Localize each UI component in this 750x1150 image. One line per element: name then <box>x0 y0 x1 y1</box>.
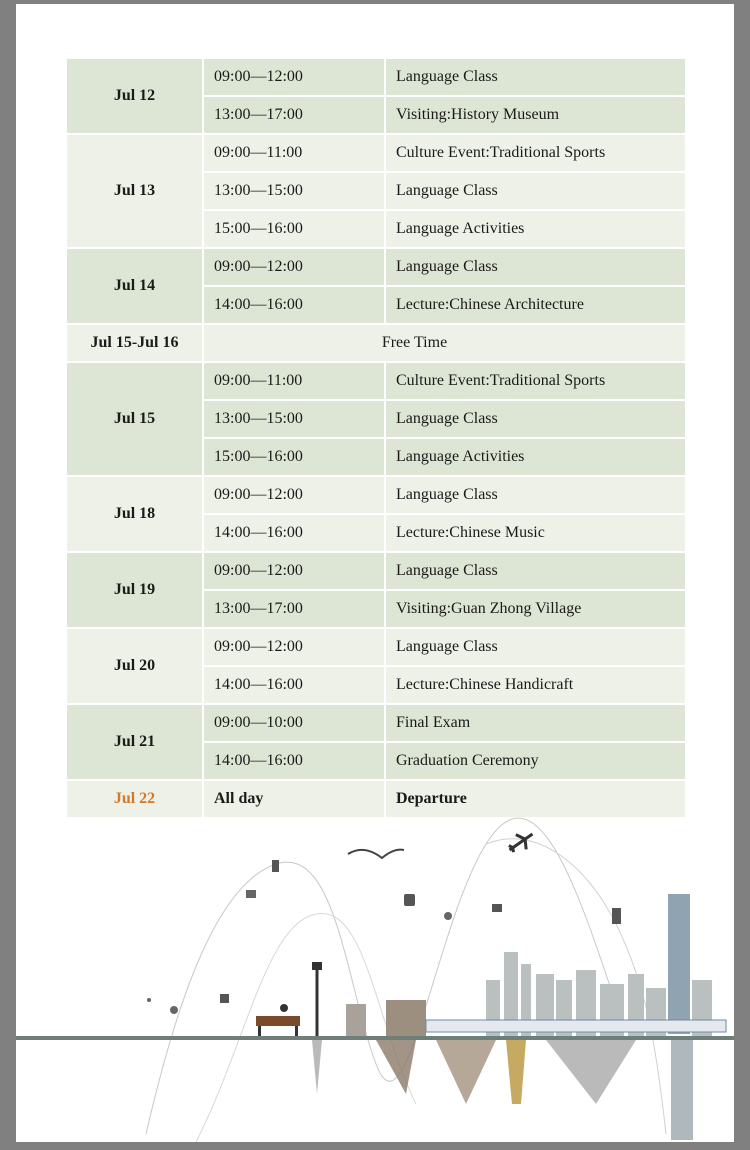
schedule-table <box>65 57 687 819</box>
free-time-cell: Free Time <box>203 324 686 362</box>
guitar-icon <box>220 994 229 1003</box>
schedule-row <box>66 628 686 666</box>
slot-activity: Lecture:Chinese Handicraft <box>385 666 686 704</box>
slot-time: 09:00—12:00 <box>203 552 385 590</box>
slot-activity: Language Activities <box>385 210 686 248</box>
city-skyline-icon <box>346 894 712 1036</box>
slot-time: 14:00—16:00 <box>203 742 385 780</box>
slot-activity: Graduation Ceremony <box>385 742 686 780</box>
slot-activity: Language Class <box>385 628 686 666</box>
slot-time: 09:00—12:00 <box>203 58 385 96</box>
slot-activity: Culture Event:Traditional Sports <box>385 362 686 400</box>
day-date: Jul 18 <box>66 476 203 552</box>
train-icon <box>426 1020 726 1032</box>
schedule-row <box>66 552 686 590</box>
day-date: Jul 21 <box>66 704 203 780</box>
reflection <box>312 1040 693 1140</box>
bus-icon <box>404 894 415 906</box>
day-date: Jul 20 <box>66 628 203 704</box>
departure-date: Jul 22 <box>66 780 203 818</box>
bird-icon <box>348 850 404 858</box>
slot-time: 14:00—16:00 <box>203 666 385 704</box>
slot-time: 15:00—16:00 <box>203 438 385 476</box>
phone-icon <box>272 860 279 872</box>
day-date: Jul 15-Jul 16 <box>66 324 203 362</box>
slot-activity: Visiting:Guan Zhong Village <box>385 590 686 628</box>
slot-time: 13:00—17:00 <box>203 96 385 134</box>
swirl-path-2 <box>196 913 416 1142</box>
slot-time: 09:00—12:00 <box>203 476 385 514</box>
street-lamp-icon <box>312 962 322 1036</box>
slot-activity: Language Activities <box>385 438 686 476</box>
dot-icon <box>147 998 151 1002</box>
schedule-row <box>66 248 686 286</box>
schedule-row <box>66 704 686 742</box>
schedule-row <box>66 362 686 400</box>
slot-time: 14:00—16:00 <box>203 514 385 552</box>
slot-activity: Culture Event:Traditional Sports <box>385 134 686 172</box>
tram-icon <box>612 908 621 924</box>
travel-illustration <box>16 804 734 1142</box>
slot-time: 09:00—11:00 <box>203 362 385 400</box>
bench-icon <box>256 1004 300 1036</box>
slot-time: 15:00—16:00 <box>203 210 385 248</box>
slot-activity: Final Exam <box>385 704 686 742</box>
slot-activity: Language Class <box>385 172 686 210</box>
day-date: Jul 14 <box>66 248 203 324</box>
slot-time: 09:00—11:00 <box>203 134 385 172</box>
day-date: Jul 19 <box>66 552 203 628</box>
schedule-body <box>66 58 686 818</box>
departure-time: All day <box>203 780 385 818</box>
schedule-row <box>66 324 686 362</box>
slot-time: 09:00—10:00 <box>203 704 385 742</box>
slot-activity: Lecture:Chinese Music <box>385 514 686 552</box>
slot-time: 09:00—12:00 <box>203 248 385 286</box>
slot-time: 14:00—16:00 <box>203 286 385 324</box>
camera-icon <box>492 904 502 912</box>
slot-activity: Language Class <box>385 400 686 438</box>
slot-activity: Language Class <box>385 248 686 286</box>
slot-activity: Lecture:Chinese Architecture <box>385 286 686 324</box>
slot-time: 09:00—12:00 <box>203 628 385 666</box>
schedule-row <box>66 58 686 96</box>
slot-activity: Visiting:History Museum <box>385 96 686 134</box>
document-page <box>16 4 734 1142</box>
slot-activity: Language Class <box>385 552 686 590</box>
cart-icon <box>246 890 256 898</box>
slot-activity: Language Class <box>385 476 686 514</box>
slot-time: 13:00—17:00 <box>203 590 385 628</box>
slot-activity: Language Class <box>385 58 686 96</box>
departure-activity: Departure <box>385 780 686 818</box>
day-date: Jul 15 <box>66 362 203 476</box>
day-date: Jul 13 <box>66 134 203 248</box>
schedule-row <box>66 476 686 514</box>
ground <box>16 1036 734 1040</box>
gear-icon <box>170 1006 178 1014</box>
day-date: Jul 12 <box>66 58 203 134</box>
slot-time: 13:00—15:00 <box>203 172 385 210</box>
slot-time: 13:00—15:00 <box>203 400 385 438</box>
schedule-row <box>66 134 686 172</box>
ball-icon <box>444 912 452 920</box>
